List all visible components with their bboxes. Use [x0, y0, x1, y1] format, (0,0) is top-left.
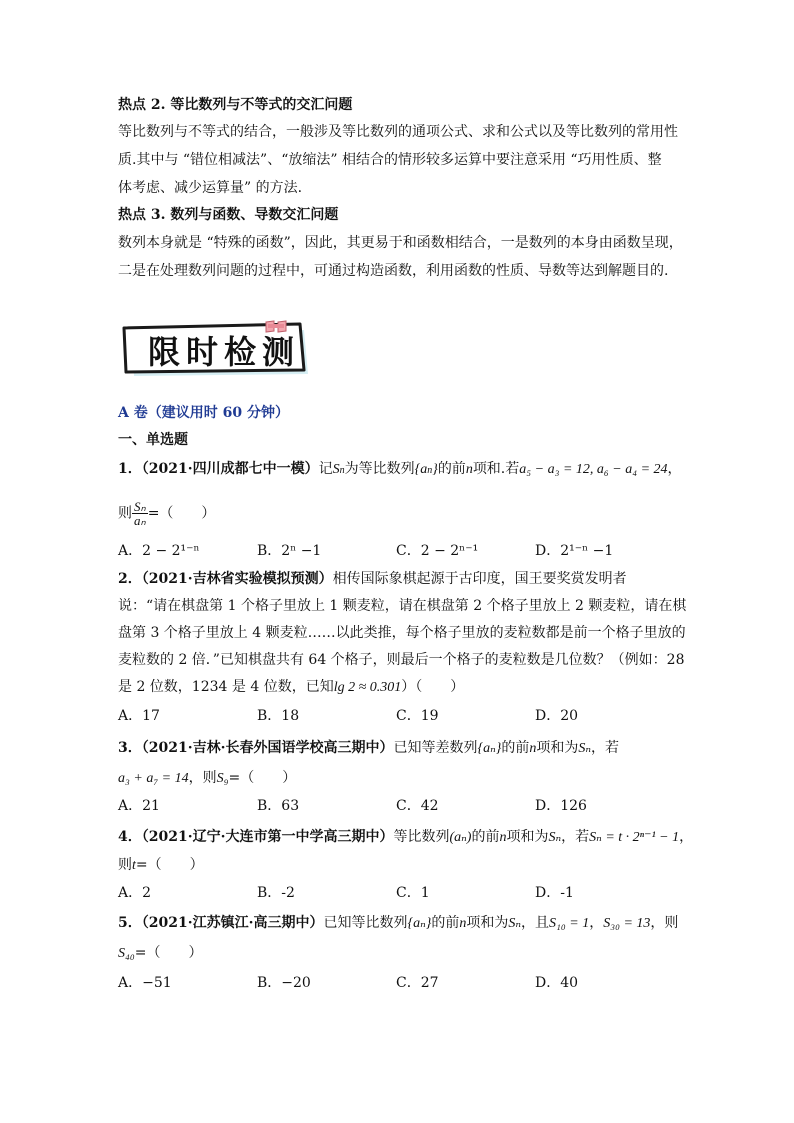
q5-seq: {aₙ}: [407, 916, 432, 931]
q4-option-d[interactable]: D．-1: [535, 885, 574, 901]
q3-then: ，则: [188, 770, 217, 786]
q3-equation: a₃ + a₇ = 14: [118, 771, 189, 786]
q5-option-b[interactable]: B．−20: [257, 975, 311, 991]
q2-line-3: 盘第 3 个格子里放上 4 颗麦粒……以此类推，每个格子里放的麦粒数都是前一个格子里放的: [118, 625, 686, 641]
q3-text-b: 的前: [501, 740, 530, 756]
q4-equation: Sₙ = t · 2ⁿ⁻¹ − 1: [589, 830, 680, 845]
q1-source: （2021·四川成都七中一模）: [141, 461, 319, 477]
q4-line-2: [118, 856, 204, 875]
q2-text-5a: 是 2 位数，1234 是 4 位数，已知: [118, 679, 334, 695]
section-banner: [118, 320, 314, 378]
q2-blank: ）（ ）: [401, 679, 465, 695]
q3-n: n: [529, 741, 537, 756]
hot3-line-1: 数列本身就是 “特殊的函数”，因此，其更易于和函数相结合，一是数列的本身由函数呈现，: [118, 235, 683, 251]
q1-text-d: 的前: [437, 461, 466, 477]
q5-line-1: [118, 914, 678, 933]
q4-s: Sₙ: [548, 830, 562, 845]
q2-option-d[interactable]: D．20: [535, 708, 579, 724]
q2-text-1: 相传国际象棋起源于古印度，国王要奖赏发明者: [332, 571, 627, 587]
q5-option-a[interactable]: A．−51: [118, 975, 172, 991]
q1-then: 则: [118, 505, 132, 522]
q4-text-d: ，若: [561, 829, 590, 845]
q4-text-a: 等比数列: [393, 829, 450, 845]
q1-s: S: [332, 462, 340, 477]
q1-seq: {an}: [414, 462, 438, 477]
q4-text-c: 项和为: [506, 829, 549, 845]
q3-number: 3．: [118, 740, 142, 756]
q1-text-end: ，: [667, 461, 682, 477]
q5-source: （2021·江苏镇江·高三期中）: [141, 915, 324, 931]
banner-title: 限时检测: [148, 333, 301, 371]
q1-number: 1．: [118, 461, 142, 477]
q4-source: （2021·辽宁·大连市第一中学高三期中）: [141, 829, 394, 845]
q3-text-c: 项和为: [536, 740, 579, 756]
q1-option-d[interactable]: D．2¹⁻ⁿ −1: [535, 543, 614, 559]
q5-text-e: ，: [589, 915, 604, 931]
q4-seq: (aₙ): [449, 830, 472, 845]
q1-line-2: [118, 500, 215, 527]
q3-text-a: 已知等差数列: [393, 740, 478, 756]
q1-line-1: 1．（2021·四川成都七中一模）记Sn为等比数列{an}的前n项和.若a₅ − a₃ = 12, a₆ − a₄ = 24，: [118, 461, 682, 477]
q2-number: 2．: [118, 571, 142, 587]
q3-line-2: [118, 769, 296, 788]
q2-line-4: 麦粒数的 2 倍．”已知棋盘共有 64 个格子，则最后一个格子的麦粒数是几位数？（例如：28: [118, 652, 685, 668]
q3-seq: {aₙ}: [477, 741, 502, 756]
q5-equation-1: S₁₀ = 1: [549, 916, 590, 931]
hot3-line-2: 二是在处理数列问题的过程中，可通过构造函数，利用函数的性质、导数等达到解题目的.: [118, 263, 669, 279]
q3-option-d[interactable]: D．126: [535, 798, 587, 814]
q5-option-d[interactable]: D．40: [535, 975, 579, 991]
q2-option-a[interactable]: A．17: [118, 708, 160, 724]
q3-option-b[interactable]: B．63: [257, 798, 300, 814]
hot2-line-1: 等比数列与不等式的结合，一般涉及等比数列的通项公式、求和公式以及等比数列的常用性: [118, 124, 678, 140]
q3-s9: S₉: [216, 771, 229, 786]
q1-option-c[interactable]: C．2 − 2ⁿ⁻¹: [396, 543, 479, 559]
q2-source: （2021·吉林省实验模拟预测）: [141, 571, 333, 587]
q1-n: n: [465, 462, 473, 477]
q4-n: n: [499, 830, 507, 845]
q1-blank: =（ ）: [147, 505, 216, 522]
q4-option-a[interactable]: A．2: [118, 885, 152, 901]
q2-option-c[interactable]: C．19: [396, 708, 439, 724]
q4-line-1: [118, 828, 693, 847]
q2-line-2: 说：“请在棋盘第 1 个格子里放上 1 颗麦粒，请在棋盘第 2 个格子里放上 2 颗麦粒，请在棋: [118, 598, 687, 614]
q5-s: Sₙ: [508, 916, 522, 931]
q2-line-5: [118, 678, 464, 697]
q5-option-c[interactable]: C．27: [396, 975, 439, 991]
q3-text-d: ，若: [591, 740, 620, 756]
hot3-title: 热点 3. 数列与函数、导数交汇问题: [118, 207, 339, 223]
q3-option-c[interactable]: C．42: [396, 798, 439, 814]
q5-line-2: [118, 944, 202, 963]
q1-fraction: $\frac{\text{Sₙ}}{\text{aₙ}}$: [134, 499, 146, 528]
section-single-choice: 一、单选题: [118, 432, 188, 448]
q5-text-a: 已知等比数列: [323, 915, 408, 931]
q3-s: Sₙ: [578, 741, 592, 756]
q1-option-a[interactable]: A．2 − 2¹⁻ⁿ: [118, 543, 200, 559]
q5-equation-2: S₃₀ = 13: [603, 916, 651, 931]
q5-blank: =（ ）: [134, 945, 203, 961]
q4-option-c[interactable]: C．1: [396, 885, 430, 901]
hot2-title: 热点 2. 等比数列与不等式的交汇问题: [118, 97, 353, 113]
q1-equation: a₅ − a₃ = 12, a₆ − a₄ = 24: [519, 462, 668, 477]
q5-text-c: 项和为: [466, 915, 509, 931]
q2-line-1: [118, 570, 627, 588]
q1-option-b[interactable]: B．2ⁿ −1: [257, 543, 322, 559]
q4-option-b[interactable]: B．-2: [257, 885, 295, 901]
q5-text-d: ，且: [521, 915, 550, 931]
q3-blank: =（ ）: [228, 770, 297, 786]
q4-number: 4．: [118, 829, 142, 845]
hot2-line-2: 质.其中与 “错位相减法”、“放缩法” 相结合的情形较多运算中要注意采用 “巧用性质、整: [118, 152, 662, 168]
hot2-line-3: 体考虑、减少运算量” 的方法.: [118, 180, 303, 196]
q5-text-b: 的前: [431, 915, 460, 931]
q2-log-equation: lg 2 ≈ 0.301: [333, 680, 402, 695]
q4-blank: =（ ）: [135, 857, 204, 873]
q4-text-b: 的前: [471, 829, 500, 845]
q3-source: （2021·吉林·长春外国语学校高三期中）: [141, 740, 394, 756]
q5-number: 5．: [118, 915, 142, 931]
q1-text-f: 项和.若: [472, 461, 520, 477]
q5-text-f: ，则: [650, 915, 679, 931]
q1-text-a: 记: [318, 461, 333, 477]
q2-option-b[interactable]: B．18: [257, 708, 300, 724]
q4-then: 则: [118, 857, 132, 873]
q4-text-e: ，: [679, 829, 694, 845]
q3-line-1: [118, 739, 619, 758]
section-a-title: A 卷（建议用时 60 分钟）: [118, 405, 289, 421]
q4-t: t: [132, 858, 136, 873]
q3-option-a[interactable]: A．21: [118, 798, 160, 814]
q5-n: n: [459, 916, 467, 931]
q5-s40: S₄₀: [118, 946, 135, 961]
q1-text-c: 为等比数列: [344, 461, 415, 477]
